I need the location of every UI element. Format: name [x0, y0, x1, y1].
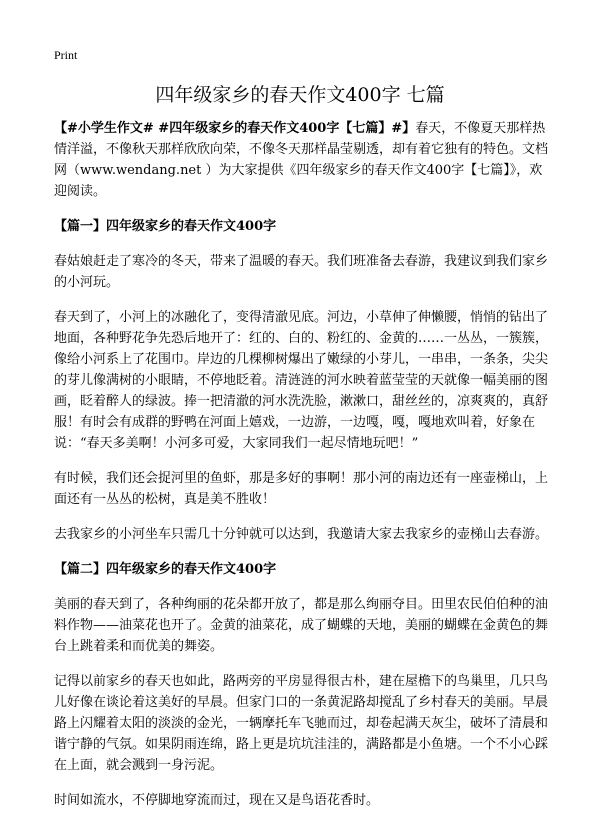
intro-tags: 【#小学生作文# #四年级家乡的春天作文400字【七篇】#】	[54, 121, 416, 136]
section-1-paragraph-4: 去我家乡的小河坐车只需几十分钟就可以达到，我邀请大家去我家乡的壶梯山去春游。	[54, 527, 549, 542]
section-1-paragraph-1: 春姑娘赶走了寒冷的冬天，带来了温暖的春天。我们班准备去春游，我建议到我们家乡的小河玩。	[54, 254, 549, 290]
intro-text: 春天，不像夏天那样热情洋溢，不像秋天那样欣欣向荣，不像冬天那样晶莹剔透，却有着它独有的特色。文档网（www.wendang.net ）为大家提供《四年级家乡的春天作文400字【七篇】》，欢迎阅读。	[54, 121, 549, 199]
section-1-paragraph-3: 有时候，我们还会捉河里的鱼虾，那是多好的事啊！那小河的南边还有一座壶梯山，上面还有一丛丛的松树，真是美不胜收！	[54, 471, 549, 507]
section-1-paragraph-2: 春天到了，小河上的冰融化了，变得清澈见底。河边，小草伸了伸懒腰，悄悄的钻出了地面，各种野花争先恐后地开了：红的、白的、粉红的、金黄的……一丛丛，一簇簇，像给小河系上了花围巾。岸边的几棵柳树爆出了嫩绿的小芽儿，一串串，一条条，尖尖的芽儿像满树的小眼睛，不停地眨着。清涟涟的河水映着蓝莹莹的天就像一幅美丽的图画，眨着醉人的绿波。捧一把清澈的河水洗洗脸，漱漱口，甜丝丝的，凉爽爽的，真舒服！有时会有成群的野鸭在河面上嬉戏，一边游，一边嘎，嘎，嘎地欢叫着，好象在说：“春天多美啊！小河多可爱，大家同我们一起尽情地玩吧！”	[54, 310, 549, 451]
article-body	[54, 118, 554, 825]
intro-paragraph	[54, 118, 554, 202]
section-heading-1: 【篇一】四年级家乡的春天作文400字	[54, 219, 277, 234]
page-title: 四年级家乡的春天作文400字 七篇	[155, 84, 445, 106]
print-link[interactable]: Print	[54, 48, 78, 62]
section-heading-2: 【篇二】四年级家乡的春天作文400字	[54, 562, 277, 577]
section-2-paragraph-3: 时间如流水，不停脚地穿流而过，现在又是鸟语花香时。	[54, 793, 380, 808]
section-2-paragraph-1: 美丽的春天到了，各种绚丽的花朵都开放了，都是那么绚丽夺目。田里农民伯伯种的油料作物——油菜花也开了。金黄的油菜花，成了蝴蝶的天地，美丽的蝴蝶在金黄色的舞台上跳着柔和而优美的舞姿。	[54, 597, 549, 654]
section-2-paragraph-2: 记得以前家乡的春天也如此，路两旁的平房显得很古朴，建在屋檐下的鸟巢里，几只鸟儿好像在谈论着这美好的早晨。但家门口的一条黄泥路却搅乱了乡村春天的美丽。早晨路上闪耀着太阳的淡淡的金光，一辆摩托车飞驰而过，却卷起满天灰尘，破坏了清晨和谐宁静的气氛。如果阴雨连绵，路上更是坑坑洼洼的，满路都是小鱼塘。一个不小心踩在上面，就会溅到一身污泥。	[54, 674, 549, 773]
